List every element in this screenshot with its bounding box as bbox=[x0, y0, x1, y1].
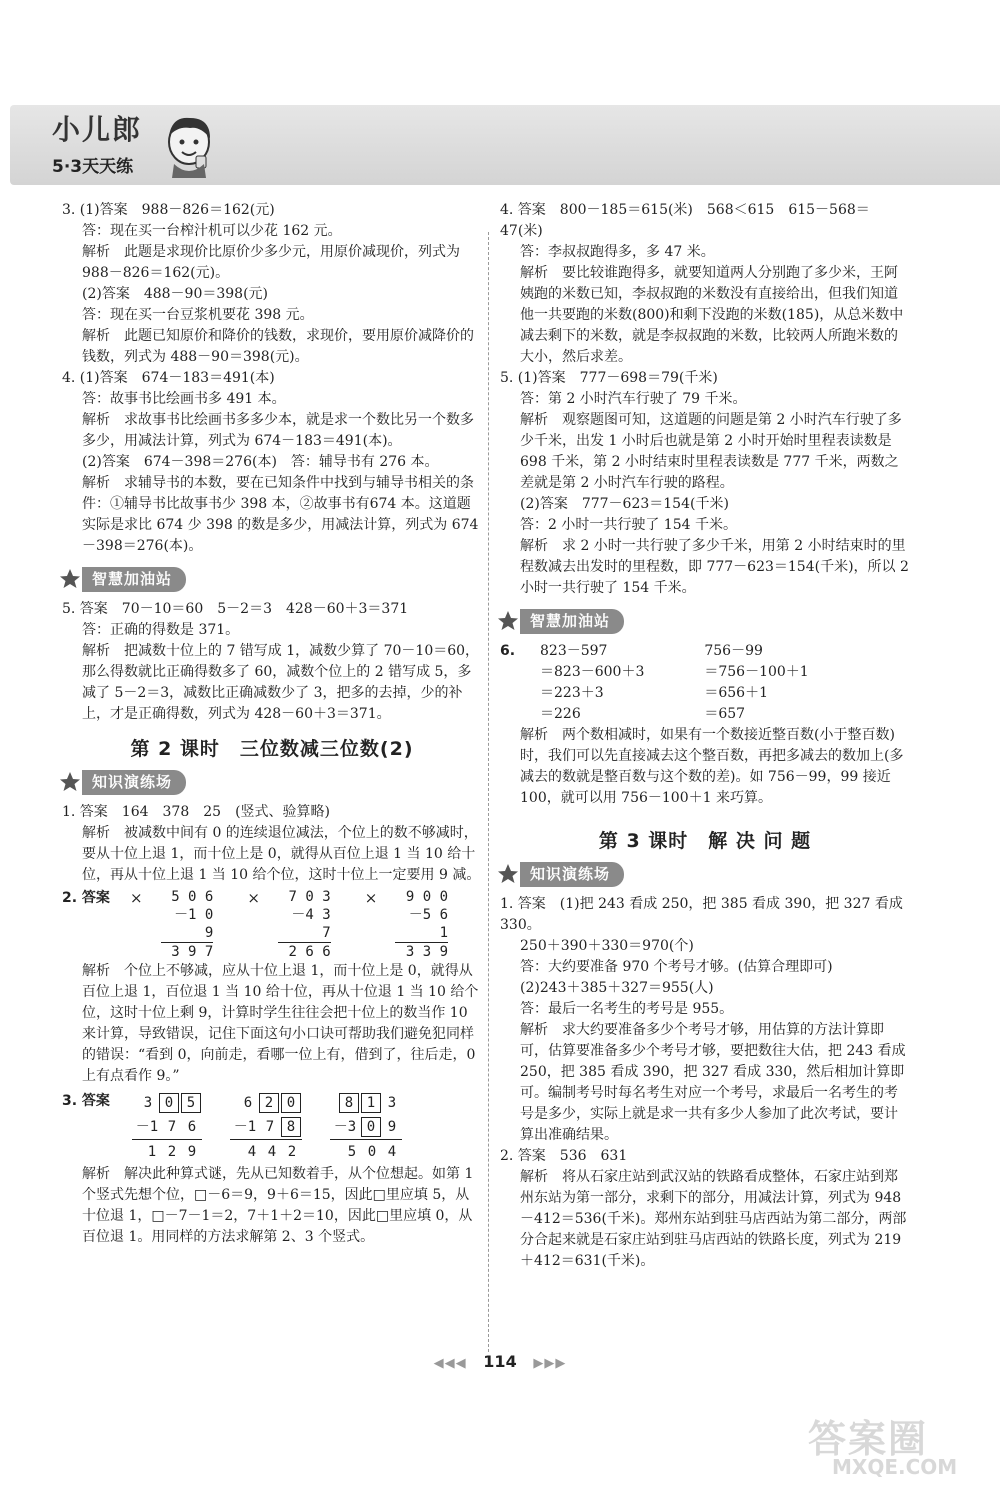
section-banner-zhishi bbox=[58, 768, 482, 796]
answer-line: 4. (1)答案 674－183＝491(本) bbox=[62, 370, 275, 386]
lesson2-question-3 bbox=[62, 1091, 482, 1164]
page-number-bar bbox=[0, 1352, 1000, 1371]
lesson-2-title: 第 2 课时 三位数减三位数(2) bbox=[130, 738, 414, 760]
answer-line: 2. 答案 536 631 bbox=[500, 1148, 628, 1164]
calc-row-mid: －5 6 1 bbox=[395, 906, 448, 943]
section-banner-zhishi-2 bbox=[496, 860, 910, 888]
answer-line: 答：李叔叔跑得多，多 47 米。 bbox=[520, 244, 715, 260]
answer-line: 答：第 2 小时汽车行驶了 79 千米。 bbox=[520, 391, 747, 407]
banner-label: 知识演练场 bbox=[82, 770, 186, 795]
star-icon bbox=[58, 567, 82, 591]
calc-step: 823－597 bbox=[540, 643, 608, 659]
answer-line: 答：现在买一台榨汁机可以少花 162 元。 bbox=[82, 223, 342, 239]
answer-line: 解析 要比较谁跑得多，就要知道两人分别跑了多少米，王阿姨跑的米数已知，李叔叔跑的米数没有直接给出，但我们知道他一共要跑的米数(800)和剩下没跑的米数(185)，从总米数中减去剩下的米数，就是李叔叔跑的米数，比较两人所跑米数的大小，然后求差。 bbox=[520, 265, 904, 365]
banner-label: 智慧加油站 bbox=[520, 609, 624, 634]
answer-line: 3. (1)答案 988－826＝162(元) bbox=[62, 202, 275, 218]
answer-line: 解析 把减数十位上的 7 错写成 1，减数少算了 70－10＝60，那么得数就比正确得数多了 60，减数个位上的 2 错写成 5，多减了 5－2＝3，减数比正确减数少了 3，把多的去掉，少的补上，才是正确得数，列式为 428－60＋3＝371。 bbox=[82, 643, 480, 722]
calc-steps bbox=[540, 641, 809, 725]
grid-row bbox=[132, 1140, 202, 1164]
next-arrows-icon: ▶▶▶ bbox=[533, 1356, 567, 1371]
calc-row-res: 2 6 6 bbox=[288, 944, 331, 960]
answer-line: 4. 答案 800－185＝615(米) 568＜615 615－568＝47(米) bbox=[500, 202, 870, 239]
puzzle-grid bbox=[330, 1091, 402, 1164]
lesson2-question-1 bbox=[62, 802, 482, 886]
answer-line: 解析 求 2 小时一共行驶了多少千米，用第 2 小时结束时的里程数减去出发时的里程数，即 777－623＝154(千米)，所以 2 小时一共行驶了 154 千米。 bbox=[520, 538, 914, 596]
answer-list-left bbox=[62, 200, 482, 557]
digit: －1 bbox=[233, 1118, 257, 1135]
filled-box: 8 bbox=[281, 1117, 301, 1137]
right-column bbox=[500, 200, 914, 1272]
section-banner-zhihui-2 bbox=[496, 607, 910, 635]
answer-line: 1. 答案 164 378 25 (竖式、验算略) bbox=[62, 804, 330, 820]
answer-line: 答：正确的得数是 371。 bbox=[82, 622, 240, 638]
grid-row bbox=[330, 1115, 402, 1140]
answer-line: (2)答案 777－623＝154(千米) bbox=[520, 496, 729, 512]
digit: 2 bbox=[167, 1143, 177, 1160]
answer-line: (2)答案 674－398＝276(本) 答：辅导书有 276 本。 bbox=[82, 454, 439, 470]
lesson2-question-2 bbox=[62, 888, 482, 961]
answer-line: 解析 此题已知原价和降价的钱数，求现价，要用原价减降价的钱数，列式为 488－90＝398(元)。 bbox=[82, 328, 474, 365]
section-banner-zhihui bbox=[58, 565, 482, 593]
filled-box: 1 bbox=[361, 1093, 381, 1113]
puzzle-grids bbox=[132, 1091, 430, 1164]
question-6 bbox=[500, 641, 910, 725]
grid-row bbox=[132, 1115, 202, 1140]
grid-row bbox=[230, 1115, 302, 1140]
star-icon bbox=[58, 770, 82, 794]
column-divider bbox=[488, 232, 489, 1352]
answer-list-right bbox=[500, 200, 914, 599]
digit: 0 bbox=[367, 1143, 377, 1160]
banner-label: 智慧加油站 bbox=[82, 567, 186, 592]
answer-line: 5. (1)答案 777－698＝79(千米) bbox=[500, 370, 718, 386]
digit: 5 bbox=[347, 1143, 357, 1160]
page-number: 114 bbox=[483, 1352, 517, 1371]
calc-step: ＝657 bbox=[704, 706, 746, 722]
question-5 bbox=[62, 599, 482, 725]
calc-step: 756－99 bbox=[704, 643, 763, 659]
vertical-calcs bbox=[130, 888, 482, 961]
digit: 4 bbox=[247, 1143, 257, 1160]
calc-step: ＝226 bbox=[540, 706, 581, 722]
calc-row-res: 3 9 7 bbox=[171, 944, 214, 960]
wrong-mark: × bbox=[364, 889, 378, 907]
answer-line: (2)243＋385＋327＝955(人) bbox=[520, 980, 714, 996]
puzzle-grid bbox=[132, 1091, 202, 1164]
digit: －1 bbox=[135, 1118, 159, 1135]
puzzle-grid bbox=[230, 1091, 302, 1164]
answer-line: 解析 求辅导书的本数，要在已知条件中找到与辅导书相关的条件：①辅导书比故事书少 398 本，②故事书有674 本。这道题实际是求比 674 少 398 的数是多少，用减法计算，列式为 674－398＝276(本)。 bbox=[82, 475, 479, 554]
filled-box: 5 bbox=[181, 1093, 201, 1113]
explanation: 解析 个位上不够减，应从十位上退 1，而十位上是 0，就得从百位上退 1，百位退 1 当 10 给十位，再从十位退 1 当 10 给个位，这时十位上剩 9，计算时学生往往会把十位上的数当作 10 来计算，导致错误，记住下面这句小口诀可帮助我们避免犯同样的错误：“看到 0，向前走，看哪一位上有，借到了，往后走，0 上有点看作 9。” bbox=[82, 963, 480, 1084]
answer-line: 答：现在买一台豆浆机要花 398 元。 bbox=[82, 307, 314, 323]
answer-line: 250＋390＋330＝970(个) bbox=[520, 938, 694, 954]
calc-row-top: 7 0 3 bbox=[288, 889, 331, 905]
answer-line: 答：2 小时一共行驶了 154 千米。 bbox=[520, 517, 737, 533]
header-bar bbox=[10, 105, 1000, 185]
lesson3-question-2 bbox=[500, 1146, 910, 1272]
digit: 2 bbox=[287, 1143, 297, 1160]
watermark-logo: 答案圈 bbox=[808, 1417, 929, 1461]
watermark-url: MXQE.COM bbox=[832, 1455, 958, 1479]
star-icon bbox=[496, 609, 520, 633]
banner-label: 知识演练场 bbox=[520, 862, 624, 887]
digit: 9 bbox=[187, 1143, 197, 1160]
filled-box: 0 bbox=[281, 1093, 301, 1113]
answer-line: 5. 答案 70－10＝60 5－2＝3 428－60＋3＝371 bbox=[62, 601, 409, 617]
answer-line: 解析 求故事书比绘画书多多少本，就是求一个数比另一个数多多少，用减法计算，列式为 674－183＝491(本)。 bbox=[82, 412, 474, 449]
answer-line: 解析 此题是求现价比原价少多少元，用原价减现价，列式为 988－826＝162(元)。 bbox=[82, 244, 465, 281]
wrong-mark: × bbox=[130, 889, 143, 907]
calc-row-top: 9 0 0 bbox=[405, 889, 449, 905]
grid-row bbox=[330, 1140, 402, 1164]
digit: 7 bbox=[167, 1118, 177, 1135]
vertical-calc bbox=[395, 888, 448, 961]
explanation: 解析 两个数相减时，如果有一个数接近整百数(小于整百数)时，我们可以先直接减去这个整百数，再把多减去的数加上(多减去的数就是整百数与这个数的差)。如 756－99，99 接近 100，就可以用 756－100＋1 来巧算。 bbox=[520, 727, 904, 806]
star-icon bbox=[496, 862, 520, 886]
digit: 3 bbox=[143, 1094, 153, 1111]
digit: 1 bbox=[147, 1143, 157, 1160]
calc-row-mid: －1 0 9 bbox=[161, 906, 214, 943]
grid-row bbox=[230, 1140, 302, 1164]
digit: 4 bbox=[267, 1143, 277, 1160]
answer-line: 解析 观察题图可知，这道题的问题是第 2 小时汽车行驶了多少千米，出发 1 小时后也就是第 2 小时开始时里程表读数是 698 千米，第 2 小时结束时里程表读数是 777 千米，两数之差就是第 2 小时汽车行驶的路程。 bbox=[520, 412, 902, 491]
calc-row-res: 3 3 9 bbox=[405, 944, 449, 960]
question-label: 2. 答案 bbox=[62, 890, 110, 906]
grid-row bbox=[132, 1091, 202, 1115]
answer-line: (2)答案 488－90＝398(元) bbox=[82, 286, 269, 302]
filled-box: 0 bbox=[361, 1117, 381, 1137]
answer-line: 答：最后一名考生的考号是 955。 bbox=[520, 1001, 734, 1017]
digit: 6 bbox=[187, 1118, 197, 1135]
question-label: 3. 答案 bbox=[62, 1093, 110, 1109]
mascot-boy-icon bbox=[160, 112, 218, 178]
lesson3-question-1 bbox=[500, 894, 910, 1146]
answer-line: 1. 答案 (1)把 243 看成 250，把 385 看成 390，把 327 看成 330。 bbox=[500, 896, 908, 933]
calc-step: ＝756－100＋1 bbox=[704, 664, 809, 680]
digit: 7 bbox=[265, 1118, 275, 1135]
digit: 3 bbox=[387, 1094, 397, 1111]
calc-row-top: 5 0 6 bbox=[171, 889, 214, 905]
wrong-mark: × bbox=[247, 889, 260, 907]
calc-step: ＝223＋3 bbox=[540, 685, 604, 701]
digit: 4 bbox=[387, 1143, 397, 1160]
digit: 6 bbox=[243, 1094, 253, 1111]
grid-row bbox=[230, 1091, 302, 1115]
explanation: 解析 解决此种算式谜，先从已知数着手，从个位想起。如第 1 个竖式先想个位，□－6＝9，9＋6＝15，因此□里应填 5，从十位退 1，□－7－1＝2，7＋1＋2＝10，因此□里应填 0，从百位退 1。用同样的方法求解第 2、3 个竖式。 bbox=[82, 1166, 478, 1245]
calc-step: ＝823－600＋3 bbox=[540, 664, 645, 680]
answer-line: 解析 求大约要准备多少个考号才够，用估算的方法计算即可，估算要准备多少个考号才够，要把数往大估，把 243 看成 250，把 385 看成 390，把 327 看成 330，然后相加计算即可。编制考号时每名考生对应一个考号，求最后一名考生的考号是多少，实际上就是求一共有多少人参加了此次考试，要计算出准确结果。 bbox=[520, 1022, 911, 1143]
grid-row bbox=[330, 1091, 402, 1115]
vertical-calc bbox=[278, 888, 331, 961]
question-label: 6. bbox=[500, 643, 516, 659]
filled-box: 8 bbox=[339, 1093, 359, 1113]
filled-box: 0 bbox=[159, 1093, 179, 1113]
calc-left bbox=[540, 641, 644, 725]
vertical-calc bbox=[161, 888, 214, 961]
calc-step: ＝656＋1 bbox=[704, 685, 768, 701]
answer-line: 解析 将从石家庄站到武汉站的铁路看成整体，石家庄站到郑州东站为第一部分，求剩下的部分，用减法计算，列式为 948－412＝536(千米)。郑州东站到驻马店西站为第二部分，两部分合起来就是石家庄站到驻马店西站的铁路长度，列式为 219＋412＝631(千米)。 bbox=[520, 1169, 907, 1269]
logo-subtitle: 5·3天天练 bbox=[52, 157, 134, 177]
digit: 9 bbox=[387, 1118, 397, 1135]
logo-title: 小儿郎 bbox=[52, 113, 143, 146]
answer-line: 答：大约要准备 970 个考号才够。(估算合理即可) bbox=[520, 959, 833, 975]
answer-line: 答：故事书比绘画书多 491 本。 bbox=[82, 391, 286, 407]
prev-arrows-icon: ◀◀◀ bbox=[433, 1356, 467, 1371]
calc-row-mid: －4 3 7 bbox=[278, 906, 331, 943]
answer-line: 解析 被减数中间有 0 的连续退位减法，个位上的数不够减时，要从十位上退 1，而十位上是 0，就得从百位上退 1 当 10 给十位，再从十位上退 1 当 10 给个位，这时十位上一定要用 9 减。 bbox=[82, 825, 481, 883]
left-column bbox=[62, 200, 482, 1248]
digit: －3 bbox=[333, 1118, 357, 1135]
filled-box: 2 bbox=[259, 1093, 279, 1113]
lesson-3-title: 第 3 课时 解 决 问 题 bbox=[598, 830, 812, 852]
calc-right bbox=[704, 641, 808, 725]
